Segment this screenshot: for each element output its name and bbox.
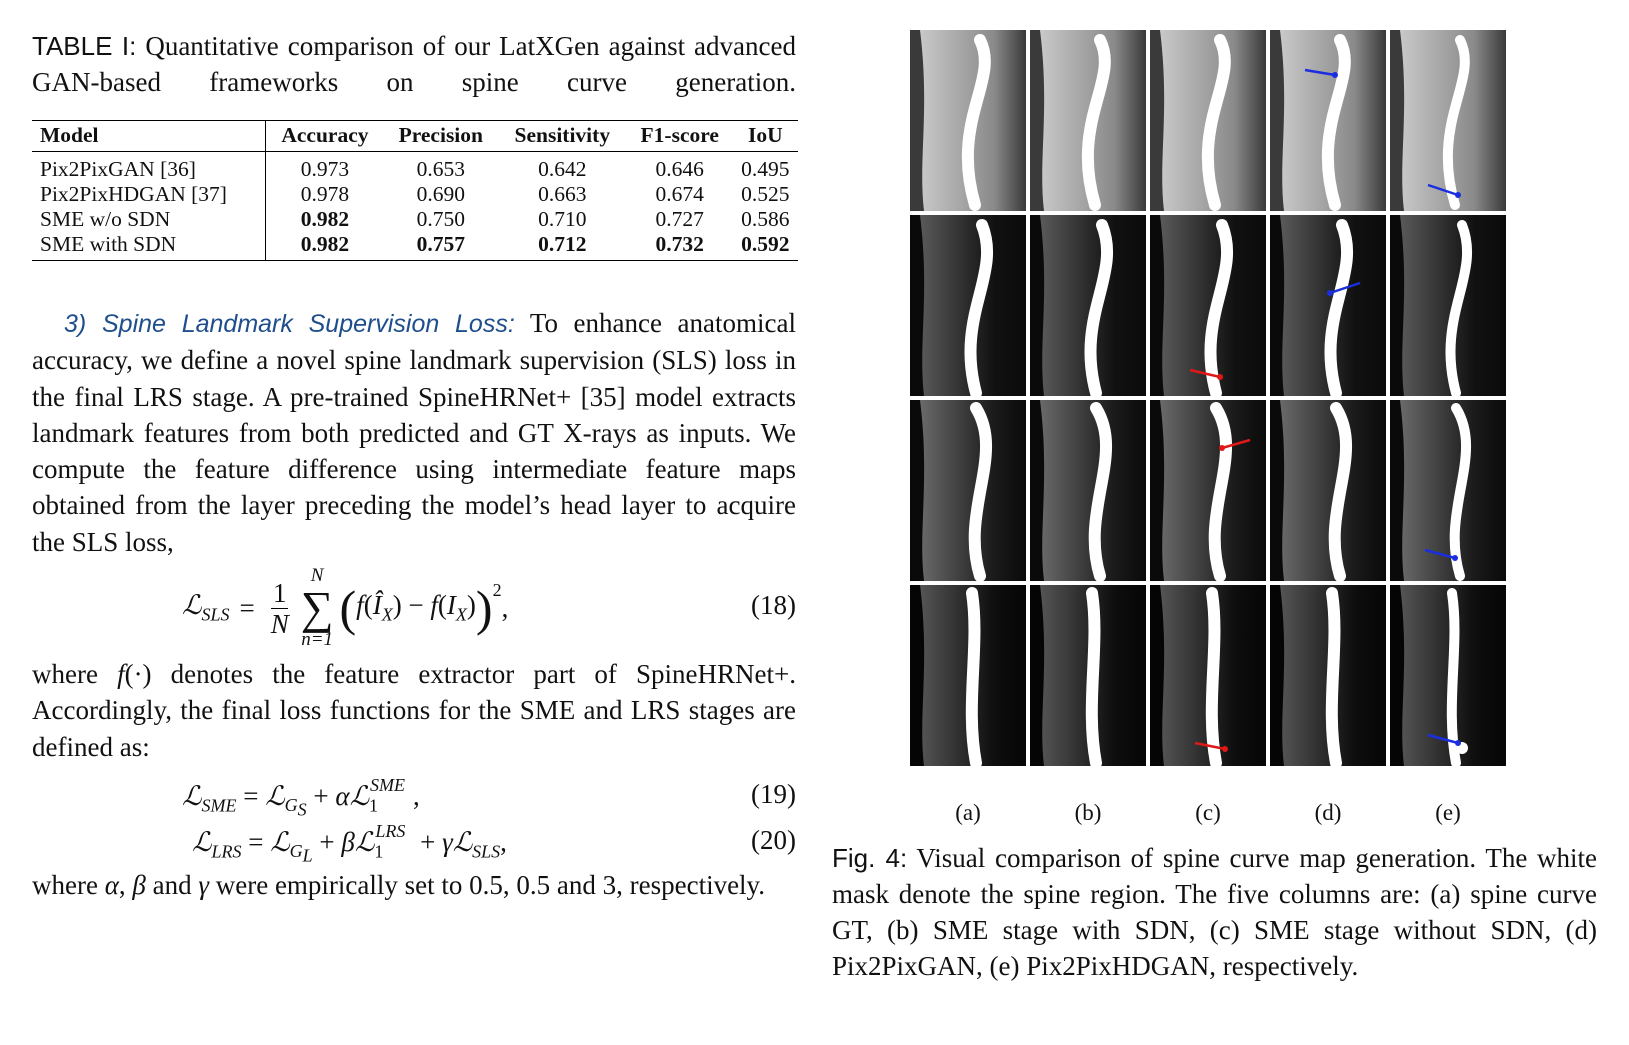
table-cell-model: SME with SDN [32, 232, 266, 261]
figure-thumbnail [1030, 400, 1146, 581]
equation-18-number: (18) [751, 590, 796, 621]
equation-19-number: (19) [751, 778, 796, 809]
paragraph-feature-extractor: where f(·) denotes the feature extractor part of SpineHRNet+. Accordingly, the final loss functions for the SME and LRS stages are defined as: [32, 659, 796, 762]
paragraph-weights: where α, β and γ were empirically set to 0.5, 0.5 and 3, respectively. [32, 869, 766, 900]
header-sensitivity: Sensitivity [514, 123, 611, 147]
table-caption-label: TABLE I: [32, 31, 137, 61]
results-table [32, 120, 798, 261]
table-cell-value: 0.727 [655, 207, 704, 231]
equation-20-number: (20) [751, 824, 796, 855]
figure-thumbnail [1390, 215, 1506, 396]
figure-thumbnail [1030, 585, 1146, 766]
figure-thumbnail [1390, 30, 1506, 211]
figure-thumbnail [1270, 400, 1386, 581]
figure-grid [910, 30, 1506, 766]
table-row [32, 152, 798, 183]
header-model: Model [32, 121, 266, 152]
table-cell-value: 0.757 [416, 232, 465, 256]
figure-thumbnail [1030, 215, 1146, 396]
figure-thumbnail [910, 215, 1026, 396]
table-cell-value: 0.495 [741, 157, 790, 181]
figure-thumbnail [1270, 215, 1386, 396]
table-cell-value: 0.592 [741, 232, 790, 256]
table-cell-value: 0.653 [416, 157, 465, 181]
figure-caption-text: Visual comparison of spine curve map generation. The white mask denote the spine region. The five columns are: (a) spine curve GT, (b) SME stage with SDN, (c) SME stage without SDN, (d) Pix2PixGAN, (e) Pix2PixHDGAN, respectively. [832, 843, 1597, 981]
figure-thumbnail [1390, 585, 1506, 766]
table-cell-value: 0.674 [655, 182, 704, 206]
figure-caption-label: Fig. 4: [832, 843, 908, 873]
figure-thumbnail [1270, 585, 1386, 766]
figure-thumbnail [910, 30, 1026, 211]
table-row [32, 207, 798, 232]
table-cell-value: 0.982 [300, 207, 350, 231]
column-label-d: (d) [1314, 800, 1342, 825]
table-header-row [32, 121, 798, 152]
table-cell-model: SME w/o SDN [32, 207, 266, 232]
table-cell-value: 0.663 [538, 182, 587, 206]
paragraph-3-start: where [32, 869, 105, 900]
column-label-a: (a) [955, 800, 981, 825]
table-caption-text: Quantitative comparison of our LatXGen against advanced GAN-based frameworks on spine curve generation. [32, 31, 796, 97]
paragraph-2-start: where [32, 659, 118, 690]
table-cell-value: 0.973 [300, 157, 350, 181]
paragraph-sls [32, 305, 796, 560]
figure-thumbnail [1150, 215, 1266, 396]
paragraph-2-end: denotes the feature extractor part of SpineHRNet+. Accordingly, the final loss functions for the SME and LRS stages are defined as: [32, 659, 796, 762]
column-label-e: (e) [1435, 800, 1461, 825]
figure-thumbnail [1150, 30, 1266, 211]
equations-19-20: ℒ$_{SME}$ = ℒ$_{G_S}$ + αℒ$_1^{SME}$ , (19) ℒ$_{LRS}$ = ℒ$_{G_L}$ + βℒ$_1^{LRS}$ + γℒ$_{SLS}$, (20) [182, 774, 796, 866]
header-f1: F1-score [640, 123, 719, 147]
header-precision: Precision [398, 123, 483, 147]
left-column [32, 28, 796, 903]
figure-thumbnail [1030, 30, 1146, 211]
equation-18: ℒ$_{SLS}$ = $\frac{1}{N}$ N ∑ n=1 ( $f(Î_X) - f(I_X)$ ) $^2$ , (18) [182, 565, 796, 651]
figure-caption [832, 840, 1597, 984]
figure-thumbnail [1150, 400, 1266, 581]
paragraph-sls-text: To enhance anatomical accuracy, we define a novel spine landmark supervision (SLS) loss in the final LRS stage. A pre-trained SpineHRNet+ [35] model extracts landmark features from both predicted and GT X-rays as inputs. We compute the feature difference using intermediate feature maps obtained from the layer preceding the model’s head layer to acquire the SLS loss, [32, 308, 796, 557]
table-cell-value: 0.690 [416, 182, 465, 206]
table-cell-value: 0.978 [300, 182, 350, 206]
header-accuracy: Accuracy [281, 123, 369, 147]
figure-column-labels [910, 800, 1506, 826]
column-label-c: (c) [1195, 800, 1221, 825]
table-cell-value: 0.642 [538, 157, 587, 181]
header-iou: IoU [748, 123, 783, 147]
table-cell-value: 0.586 [741, 207, 790, 231]
figure-thumbnail [910, 400, 1026, 581]
table-cell-model: Pix2PixGAN [36] [32, 152, 266, 183]
table-cell-model: Pix2PixHDGAN [37] [32, 182, 266, 207]
table-cell-value: 0.646 [655, 157, 704, 181]
figure-thumbnail [1150, 585, 1266, 766]
table-cell-value: 0.712 [538, 232, 587, 256]
figure-thumbnail [1270, 30, 1386, 211]
table-row [32, 182, 798, 207]
table-row [32, 232, 798, 261]
column-label-b: (b) [1074, 800, 1102, 825]
table-cell-value: 0.710 [538, 207, 587, 231]
figure-thumbnail [1390, 400, 1506, 581]
table-caption [32, 28, 796, 100]
table-cell-value: 0.750 [416, 207, 465, 231]
table-cell-value: 0.525 [741, 182, 790, 206]
table-cell-value: 0.732 [655, 232, 704, 256]
paragraph-3-end: were empirically set to 0.5, 0.5 and 3, respectively. [208, 869, 766, 900]
figure-thumbnail [910, 585, 1026, 766]
section-heading: 3) Spine Landmark Supervision Loss: [64, 310, 515, 338]
table-cell-value: 0.982 [300, 232, 350, 256]
